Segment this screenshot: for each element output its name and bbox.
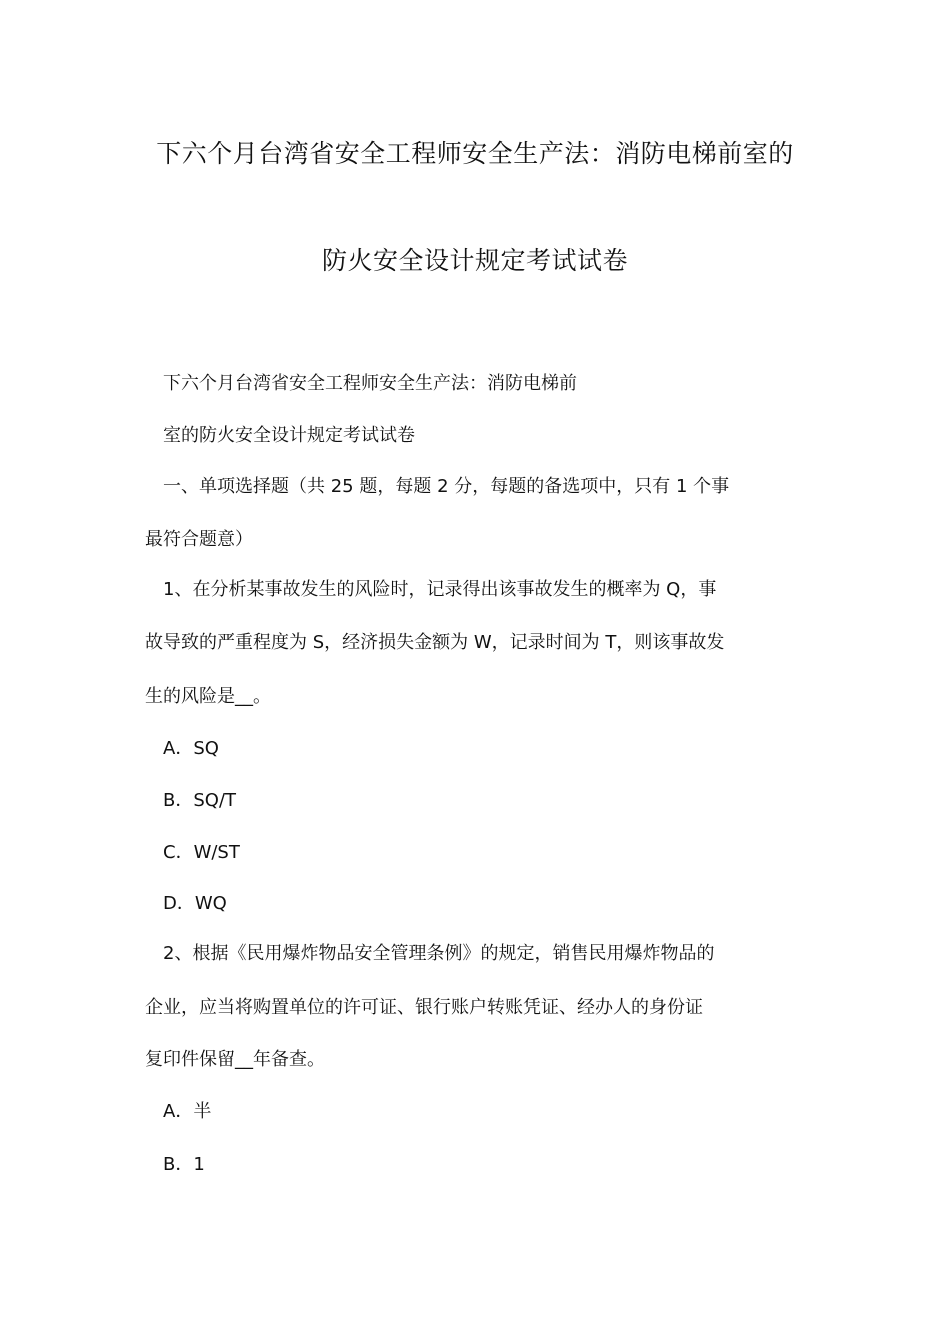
document-title-line-2: 防火安全设计规定考试试卷: [321, 246, 628, 275]
section-heading-line-1: 一、单项选择题（共 25 题，每题 2 分，每题的备选项中，只有 1 个事: [163, 476, 730, 497]
document-title-line-1: 下六个月台湾省安全工程师安全生产法：消防电梯前室的: [156, 139, 794, 168]
subtitle-line-1: 下六个月台湾省安全工程师安全生产法：消防电梯前: [163, 373, 577, 394]
question-text-line: 复印件保留__年备查。: [145, 1049, 325, 1070]
question-text-line: 故导致的严重程度为 S，经济损失金额为 W，记录时间为 T，则该事故发: [145, 632, 725, 653]
option-c: C．W/ST: [163, 842, 240, 863]
option-b: B．SQ/T: [163, 790, 237, 811]
section-heading-line-2: 最符合题意）: [145, 529, 253, 550]
option-b: B．1: [163, 1154, 205, 1175]
subtitle-line-2: 室的防火安全设计规定考试试卷: [163, 425, 415, 446]
question-text-line: 企业，应当将购置单位的许可证、银行账户转账凭证、经办人的身份证: [145, 997, 703, 1018]
option-a: A．半: [163, 1101, 212, 1122]
question-text-line: 2、根据《民用爆炸物品安全管理条例》的规定，销售民用爆炸物品的: [163, 943, 715, 964]
question-text-line: 1、在分析某事故发生的风险时，记录得出该事故发生的概率为 Q，事: [163, 579, 717, 600]
option-a: A．SQ: [163, 738, 219, 759]
question-text-line: 生的风险是__。: [145, 686, 271, 707]
option-d: D．WQ: [163, 893, 227, 914]
